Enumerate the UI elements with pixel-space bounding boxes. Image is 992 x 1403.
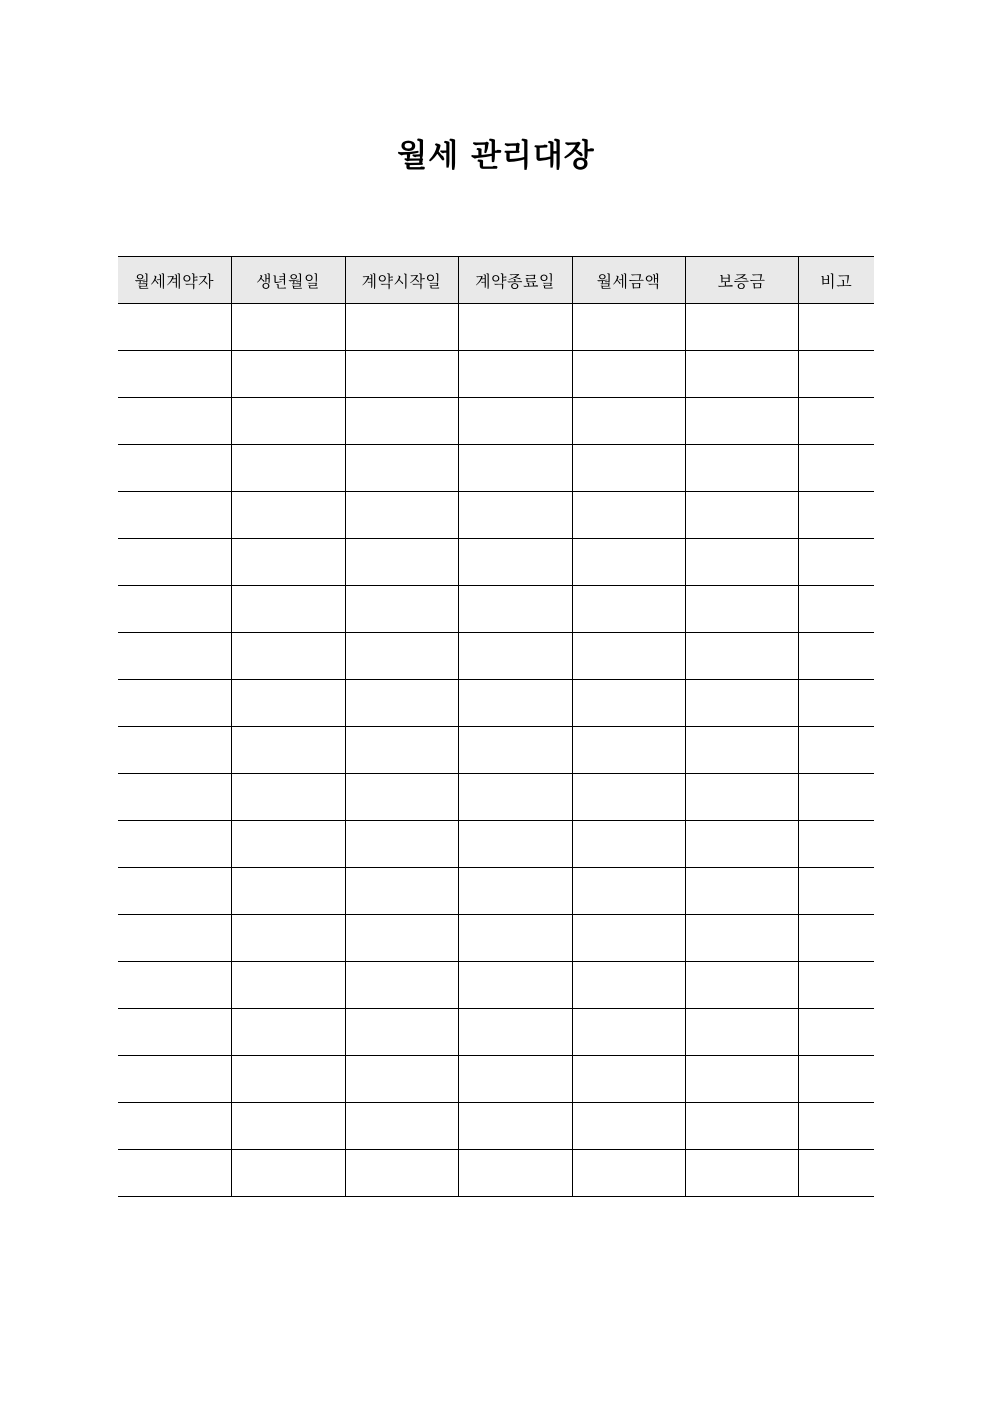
table-row — [118, 492, 874, 539]
table-body — [118, 304, 874, 1197]
cell-contract-end[interactable] — [458, 539, 572, 586]
table-row — [118, 398, 874, 445]
cell-deposit[interactable] — [685, 351, 798, 398]
cell-monthly-rent[interactable] — [572, 1103, 685, 1150]
cell-birthdate[interactable] — [231, 680, 345, 727]
cell-remarks[interactable] — [798, 962, 874, 1009]
cell-contract-start[interactable] — [345, 398, 458, 445]
cell-monthly-rent[interactable] — [572, 1150, 685, 1197]
cell-deposit[interactable] — [685, 304, 798, 351]
cell-birthdate[interactable] — [231, 1056, 345, 1103]
table-row — [118, 774, 874, 821]
cell-remarks[interactable] — [798, 398, 874, 445]
cell-remarks[interactable] — [798, 868, 874, 915]
cell-deposit[interactable] — [685, 539, 798, 586]
cell-contract-end[interactable] — [458, 633, 572, 680]
header-deposit: 보증금 — [685, 257, 798, 304]
cell-birthdate[interactable] — [231, 1103, 345, 1150]
cell-deposit[interactable] — [685, 727, 798, 774]
cell-contract-end[interactable] — [458, 445, 572, 492]
table-row — [118, 915, 874, 962]
cell-contract-start[interactable] — [345, 586, 458, 633]
cell-birthdate[interactable] — [231, 586, 345, 633]
cell-remarks[interactable] — [798, 351, 874, 398]
cell-birthdate[interactable] — [231, 962, 345, 1009]
cell-remarks[interactable] — [798, 586, 874, 633]
cell-remarks[interactable] — [798, 539, 874, 586]
table-row — [118, 821, 874, 868]
cell-tenant[interactable] — [118, 727, 231, 774]
cell-tenant[interactable] — [118, 1056, 231, 1103]
cell-contract-end[interactable] — [458, 1150, 572, 1197]
table-row — [118, 633, 874, 680]
cell-contract-end[interactable] — [458, 774, 572, 821]
table-row — [118, 1009, 874, 1056]
cell-remarks[interactable] — [798, 304, 874, 351]
cell-monthly-rent[interactable] — [572, 351, 685, 398]
cell-remarks[interactable] — [798, 1056, 874, 1103]
page-title: 월세 관리대장 — [397, 138, 595, 174]
table-row — [118, 962, 874, 1009]
header-monthly-rent: 월세금액 — [572, 257, 685, 304]
cell-tenant[interactable] — [118, 1009, 231, 1056]
cell-tenant[interactable] — [118, 351, 231, 398]
cell-tenant[interactable] — [118, 398, 231, 445]
cell-contract-end[interactable] — [458, 1009, 572, 1056]
cell-contract-start[interactable] — [345, 1056, 458, 1103]
cell-tenant[interactable] — [118, 586, 231, 633]
cell-remarks[interactable] — [798, 633, 874, 680]
table-row — [118, 727, 874, 774]
table-header-row — [118, 257, 874, 304]
table-row — [118, 445, 874, 492]
cell-birthdate[interactable] — [231, 351, 345, 398]
cell-birthdate[interactable] — [231, 539, 345, 586]
cell-deposit[interactable] — [685, 1150, 798, 1197]
cell-birthdate[interactable] — [231, 633, 345, 680]
cell-monthly-rent[interactable] — [572, 915, 685, 962]
cell-contract-start[interactable] — [345, 1150, 458, 1197]
cell-tenant[interactable] — [118, 821, 231, 868]
cell-deposit[interactable] — [685, 586, 798, 633]
cell-monthly-rent[interactable] — [572, 633, 685, 680]
header-contract-end: 계약종료일 — [458, 257, 572, 304]
cell-tenant[interactable] — [118, 304, 231, 351]
cell-tenant[interactable] — [118, 445, 231, 492]
cell-contract-end[interactable] — [458, 304, 572, 351]
cell-contract-start[interactable] — [345, 774, 458, 821]
cell-birthdate[interactable] — [231, 868, 345, 915]
cell-deposit[interactable] — [685, 915, 798, 962]
table-row — [118, 1056, 874, 1103]
cell-birthdate[interactable] — [231, 1009, 345, 1056]
cell-contract-end[interactable] — [458, 727, 572, 774]
header-contract-start: 계약시작일 — [345, 257, 458, 304]
cell-contract-end[interactable] — [458, 586, 572, 633]
cell-contract-end[interactable] — [458, 915, 572, 962]
cell-birthdate[interactable] — [231, 304, 345, 351]
cell-birthdate[interactable] — [231, 445, 345, 492]
cell-remarks[interactable] — [798, 915, 874, 962]
cell-contract-end[interactable] — [458, 1103, 572, 1150]
cell-tenant[interactable] — [118, 774, 231, 821]
cell-birthdate[interactable] — [231, 915, 345, 962]
table-row — [118, 351, 874, 398]
cell-contract-start[interactable] — [345, 915, 458, 962]
cell-tenant[interactable] — [118, 492, 231, 539]
table-row — [118, 1103, 874, 1150]
cell-deposit[interactable] — [685, 1103, 798, 1150]
cell-monthly-rent[interactable] — [572, 727, 685, 774]
cell-birthdate[interactable] — [231, 1150, 345, 1197]
cell-contract-start[interactable] — [345, 445, 458, 492]
table-row — [118, 1150, 874, 1197]
header-tenant: 월세계약자 — [118, 257, 231, 304]
cell-remarks[interactable] — [798, 727, 874, 774]
cell-monthly-rent[interactable] — [572, 821, 685, 868]
cell-tenant[interactable] — [118, 962, 231, 1009]
cell-contract-end[interactable] — [458, 821, 572, 868]
cell-tenant[interactable] — [118, 539, 231, 586]
cell-remarks[interactable] — [798, 1009, 874, 1056]
cell-monthly-rent[interactable] — [572, 1009, 685, 1056]
cell-birthdate[interactable] — [231, 727, 345, 774]
cell-deposit[interactable] — [685, 821, 798, 868]
cell-contract-start[interactable] — [345, 868, 458, 915]
cell-monthly-rent[interactable] — [572, 492, 685, 539]
cell-remarks[interactable] — [798, 1150, 874, 1197]
cell-contract-end[interactable] — [458, 962, 572, 1009]
cell-birthdate[interactable] — [231, 821, 345, 868]
table-row — [118, 680, 874, 727]
cell-birthdate[interactable] — [231, 774, 345, 821]
cell-contract-start[interactable] — [345, 633, 458, 680]
cell-contract-start[interactable] — [345, 304, 458, 351]
cell-contract-start[interactable] — [345, 1009, 458, 1056]
table-row — [118, 539, 874, 586]
cell-monthly-rent[interactable] — [572, 398, 685, 445]
cell-contract-end[interactable] — [458, 868, 572, 915]
rent-ledger-table — [118, 256, 874, 1197]
cell-monthly-rent[interactable] — [572, 962, 685, 1009]
cell-contract-start[interactable] — [345, 821, 458, 868]
cell-tenant[interactable] — [118, 868, 231, 915]
cell-tenant[interactable] — [118, 633, 231, 680]
table-row — [118, 586, 874, 633]
cell-contract-start[interactable] — [345, 962, 458, 1009]
cell-tenant[interactable] — [118, 1103, 231, 1150]
cell-deposit[interactable] — [685, 868, 798, 915]
cell-monthly-rent[interactable] — [572, 586, 685, 633]
cell-monthly-rent[interactable] — [572, 1056, 685, 1103]
cell-monthly-rent[interactable] — [572, 445, 685, 492]
cell-contract-start[interactable] — [345, 539, 458, 586]
cell-tenant[interactable] — [118, 680, 231, 727]
header-remarks: 비고 — [798, 257, 874, 304]
cell-contract-end[interactable] — [458, 680, 572, 727]
cell-contract-start[interactable] — [345, 1103, 458, 1150]
cell-remarks[interactable] — [798, 492, 874, 539]
cell-deposit[interactable] — [685, 1009, 798, 1056]
cell-contract-end[interactable] — [458, 492, 572, 539]
cell-monthly-rent[interactable] — [572, 304, 685, 351]
cell-contract-start[interactable] — [345, 680, 458, 727]
cell-remarks[interactable] — [798, 821, 874, 868]
table-row — [118, 304, 874, 351]
cell-birthdate[interactable] — [231, 492, 345, 539]
cell-contract-end[interactable] — [458, 1056, 572, 1103]
cell-contract-start[interactable] — [345, 351, 458, 398]
cell-deposit[interactable] — [685, 680, 798, 727]
cell-remarks[interactable] — [798, 1103, 874, 1150]
cell-remarks[interactable] — [798, 774, 874, 821]
cell-deposit[interactable] — [685, 445, 798, 492]
cell-birthdate[interactable] — [231, 398, 345, 445]
cell-deposit[interactable] — [685, 398, 798, 445]
cell-deposit[interactable] — [685, 633, 798, 680]
cell-deposit[interactable] — [685, 774, 798, 821]
cell-deposit[interactable] — [685, 962, 798, 1009]
cell-remarks[interactable] — [798, 445, 874, 492]
cell-monthly-rent[interactable] — [572, 539, 685, 586]
cell-monthly-rent[interactable] — [572, 868, 685, 915]
cell-deposit[interactable] — [685, 1056, 798, 1103]
cell-remarks[interactable] — [798, 680, 874, 727]
cell-tenant[interactable] — [118, 915, 231, 962]
header-birthdate: 생년월일 — [231, 257, 345, 304]
cell-contract-end[interactable] — [458, 398, 572, 445]
cell-deposit[interactable] — [685, 492, 798, 539]
cell-monthly-rent[interactable] — [572, 774, 685, 821]
cell-contract-end[interactable] — [458, 351, 572, 398]
cell-contract-start[interactable] — [345, 492, 458, 539]
table-row — [118, 868, 874, 915]
cell-monthly-rent[interactable] — [572, 680, 685, 727]
cell-tenant[interactable] — [118, 1150, 231, 1197]
cell-contract-start[interactable] — [345, 727, 458, 774]
